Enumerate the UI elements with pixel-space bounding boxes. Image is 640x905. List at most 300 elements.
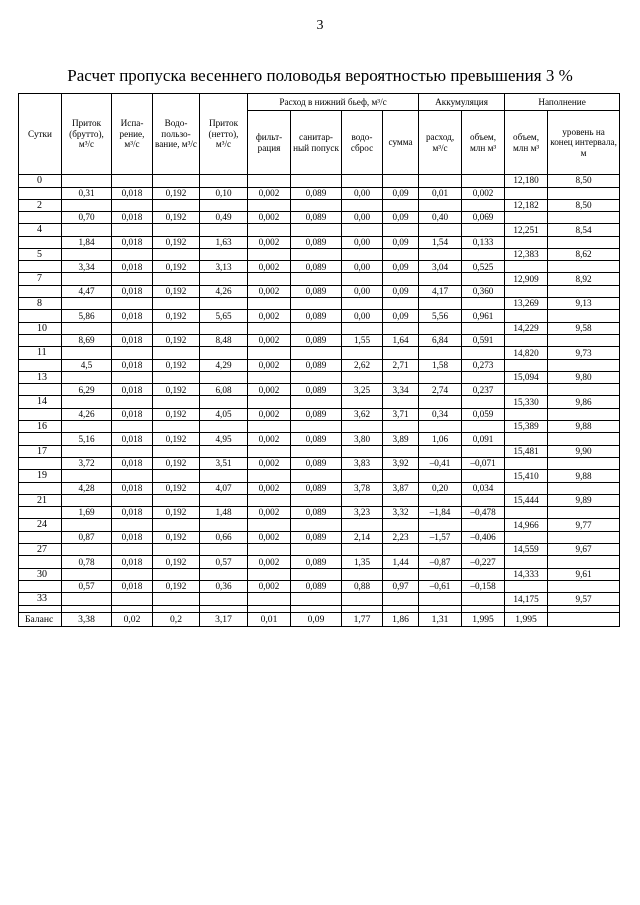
empty-cell — [200, 593, 248, 606]
empty-cell — [505, 581, 548, 593]
fill-level-cell: 9,88 — [548, 420, 620, 433]
empty-cell — [248, 175, 291, 188]
water-use-cell: 0,192 — [153, 482, 200, 494]
fill-level-cell: 9,57 — [548, 593, 620, 606]
empty-cell — [505, 310, 548, 322]
empty-cell — [19, 458, 62, 470]
spillway-cell: 0,00 — [342, 261, 383, 273]
day-cell: 10 — [19, 322, 62, 335]
page-number: 3 — [316, 18, 324, 33]
empty-cell — [548, 556, 620, 568]
empty-cell — [153, 568, 200, 581]
empty-cell — [383, 199, 419, 212]
empty-cell — [505, 384, 548, 396]
table-row — [19, 199, 620, 212]
balance-sum: 1,86 — [383, 612, 419, 626]
water-use-cell: 0,192 — [153, 310, 200, 322]
balance-evaporation: 0,02 — [112, 612, 153, 626]
empty-cell — [200, 420, 248, 433]
empty-cell — [383, 273, 419, 286]
empty-cell — [291, 445, 342, 458]
empty-cell — [291, 396, 342, 409]
day-cell: 4 — [19, 224, 62, 237]
empty-cell — [153, 543, 200, 556]
empty-cell — [419, 322, 462, 335]
header-discharge-group: Расход в нижний бьеф, м³/с — [248, 94, 419, 111]
evaporation-cell: 0,018 — [112, 212, 153, 224]
empty-cell — [153, 273, 200, 286]
table-row — [19, 261, 620, 273]
day-cell: 30 — [19, 568, 62, 581]
inflow-net-cell: 4,07 — [200, 482, 248, 494]
empty-cell — [112, 371, 153, 384]
empty-cell — [383, 494, 419, 507]
empty-cell — [383, 593, 419, 606]
fill-level-cell: 8,50 — [548, 175, 620, 188]
acc-flow-cell: 2,74 — [419, 384, 462, 396]
sanitary-cell: 0,089 — [291, 187, 342, 199]
empty-cell — [19, 310, 62, 322]
empty-cell — [462, 248, 505, 261]
spillway-cell: 2,62 — [342, 359, 383, 371]
sum-cell: 2,23 — [383, 531, 419, 543]
empty-cell — [291, 420, 342, 433]
sum-cell: 0,09 — [383, 310, 419, 322]
header-day: Сутки — [19, 94, 62, 175]
empty-cell — [291, 248, 342, 261]
balance-sanitary: 0,09 — [291, 612, 342, 626]
empty-cell — [462, 568, 505, 581]
empty-cell — [548, 507, 620, 519]
inflow-gross-cell: 4,47 — [62, 285, 112, 297]
empty-cell — [19, 261, 62, 273]
inflow-net-cell: 4,95 — [200, 433, 248, 445]
flood-calculation-table — [18, 93, 620, 627]
empty-cell — [342, 420, 383, 433]
empty-cell — [62, 297, 112, 310]
spillway-cell: 3,23 — [342, 507, 383, 519]
evaporation-cell: 0,018 — [112, 507, 153, 519]
water-use-cell: 0,192 — [153, 433, 200, 445]
sum-cell: 3,34 — [383, 384, 419, 396]
inflow-gross-cell: 4,5 — [62, 359, 112, 371]
empty-cell — [153, 199, 200, 212]
day-cell: 19 — [19, 470, 62, 483]
acc-volume-cell: 0,002 — [462, 187, 505, 199]
empty-cell — [200, 248, 248, 261]
empty-cell — [419, 248, 462, 261]
empty-cell — [342, 470, 383, 483]
empty-cell — [112, 445, 153, 458]
day-cell: 2 — [19, 199, 62, 212]
water-use-cell: 0,192 — [153, 212, 200, 224]
acc-volume-cell: 0,237 — [462, 384, 505, 396]
evaporation-cell: 0,018 — [112, 482, 153, 494]
inflow-gross-cell: 5,86 — [62, 310, 112, 322]
header-evaporation: Испа-рение, м³/с — [112, 94, 153, 175]
empty-cell — [19, 285, 62, 297]
empty-cell — [62, 347, 112, 360]
sanitary-cell: 0,089 — [291, 458, 342, 470]
empty-cell — [462, 445, 505, 458]
empty-cell — [342, 568, 383, 581]
acc-volume-cell: 0,961 — [462, 310, 505, 322]
acc-flow-cell: 0,20 — [419, 482, 462, 494]
empty-cell — [112, 224, 153, 237]
table-row — [19, 359, 620, 371]
empty-cell — [200, 494, 248, 507]
acc-flow-cell: –0,61 — [419, 581, 462, 593]
empty-cell — [112, 420, 153, 433]
acc-volume-cell: 0,059 — [462, 408, 505, 420]
table-row — [19, 187, 620, 199]
balance-acc-flow: 1,31 — [419, 612, 462, 626]
empty-cell — [248, 445, 291, 458]
empty-cell — [462, 175, 505, 188]
empty-cell — [248, 322, 291, 335]
balance-inflow-gross: 3,38 — [62, 612, 112, 626]
empty-cell — [548, 310, 620, 322]
sanitary-cell: 0,089 — [291, 359, 342, 371]
table-row — [19, 556, 620, 568]
empty-cell — [419, 543, 462, 556]
empty-cell — [112, 543, 153, 556]
empty-cell — [248, 519, 291, 532]
filtration-cell: 0,002 — [248, 236, 291, 248]
empty-cell — [419, 593, 462, 606]
acc-flow-cell: 0,01 — [419, 187, 462, 199]
sanitary-cell: 0,089 — [291, 482, 342, 494]
header-sum: сумма — [383, 111, 419, 175]
sanitary-cell: 0,089 — [291, 433, 342, 445]
table-row — [19, 433, 620, 445]
fill-level-cell: 9,73 — [548, 347, 620, 360]
acc-volume-cell: –0,406 — [462, 531, 505, 543]
fill-volume-cell: 13,269 — [505, 297, 548, 310]
balance-fill-volume: 1,995 — [505, 612, 548, 626]
empty-cell — [291, 175, 342, 188]
empty-cell — [62, 470, 112, 483]
header-inflow-net: Приток (нетто), м³/с — [200, 94, 248, 175]
table-row — [19, 335, 620, 347]
empty-cell — [548, 581, 620, 593]
table-row — [19, 593, 620, 606]
empty-cell — [419, 568, 462, 581]
acc-volume-cell: 0,069 — [462, 212, 505, 224]
empty-cell — [462, 470, 505, 483]
empty-cell — [342, 273, 383, 286]
empty-cell — [200, 519, 248, 532]
empty-cell — [19, 187, 62, 199]
empty-cell — [112, 199, 153, 212]
table-row — [19, 273, 620, 286]
empty-cell — [342, 396, 383, 409]
empty-cell — [112, 568, 153, 581]
empty-cell — [153, 519, 200, 532]
day-cell: 7 — [19, 273, 62, 286]
empty-cell — [112, 605, 153, 612]
acc-volume-cell: 0,360 — [462, 285, 505, 297]
empty-cell — [505, 605, 548, 612]
table-row — [19, 297, 620, 310]
inflow-gross-cell: 0,78 — [62, 556, 112, 568]
table-row — [19, 519, 620, 532]
empty-cell — [62, 371, 112, 384]
empty-cell — [112, 519, 153, 532]
sanitary-cell: 0,089 — [291, 556, 342, 568]
table-row — [19, 322, 620, 335]
filtration-cell: 0,002 — [248, 507, 291, 519]
empty-cell — [548, 285, 620, 297]
inflow-net-cell: 3,13 — [200, 261, 248, 273]
fill-volume-cell: 15,444 — [505, 494, 548, 507]
fill-level-cell: 9,67 — [548, 543, 620, 556]
empty-cell — [248, 199, 291, 212]
inflow-gross-cell: 6,29 — [62, 384, 112, 396]
sum-cell: 0,97 — [383, 581, 419, 593]
fill-level-cell: 9,80 — [548, 371, 620, 384]
empty-cell — [248, 568, 291, 581]
empty-cell — [505, 212, 548, 224]
filtration-cell: 0,002 — [248, 384, 291, 396]
sum-cell: 3,71 — [383, 408, 419, 420]
empty-cell — [291, 470, 342, 483]
fill-volume-cell: 12,180 — [505, 175, 548, 188]
day-cell: 16 — [19, 420, 62, 433]
fill-volume-cell: 14,966 — [505, 519, 548, 532]
acc-flow-cell: 1,06 — [419, 433, 462, 445]
empty-cell — [62, 605, 112, 612]
empty-cell — [153, 396, 200, 409]
day-cell: 5 — [19, 248, 62, 261]
fill-volume-cell: 14,559 — [505, 543, 548, 556]
water-use-cell: 0,192 — [153, 408, 200, 420]
water-use-cell: 0,192 — [153, 285, 200, 297]
evaporation-cell: 0,018 — [112, 556, 153, 568]
empty-cell — [19, 482, 62, 494]
empty-cell — [419, 175, 462, 188]
day-cell: 0 — [19, 175, 62, 188]
empty-cell — [548, 384, 620, 396]
empty-cell — [112, 297, 153, 310]
table-row — [19, 236, 620, 248]
acc-flow-cell: 1,58 — [419, 359, 462, 371]
empty-cell — [200, 322, 248, 335]
empty-cell — [383, 297, 419, 310]
fill-level-cell: 8,54 — [548, 224, 620, 237]
fill-volume-cell: 12,383 — [505, 248, 548, 261]
empty-cell — [383, 371, 419, 384]
empty-cell — [62, 420, 112, 433]
empty-cell — [419, 224, 462, 237]
spillway-cell: 3,80 — [342, 433, 383, 445]
fill-level-cell: 9,89 — [548, 494, 620, 507]
water-use-cell: 0,192 — [153, 458, 200, 470]
fill-volume-cell: 15,330 — [505, 396, 548, 409]
day-cell: 8 — [19, 297, 62, 310]
fill-volume-cell: 15,389 — [505, 420, 548, 433]
empty-cell — [200, 297, 248, 310]
evaporation-cell: 0,018 — [112, 458, 153, 470]
table-row — [19, 581, 620, 593]
spillway-cell: 0,00 — [342, 236, 383, 248]
filtration-cell: 0,002 — [248, 359, 291, 371]
empty-cell — [342, 199, 383, 212]
empty-cell — [200, 543, 248, 556]
header-water-use: Водо-пользо-вание, м³/с — [153, 94, 200, 175]
empty-cell — [419, 396, 462, 409]
empty-cell — [462, 371, 505, 384]
empty-cell — [505, 433, 548, 445]
page-title: Расчет пропуска весеннего половодья вероятностью превышения 3 % — [67, 66, 573, 85]
sanitary-cell: 0,089 — [291, 261, 342, 273]
inflow-gross-cell: 0,87 — [62, 531, 112, 543]
filtration-cell: 0,002 — [248, 212, 291, 224]
water-use-cell: 0,192 — [153, 384, 200, 396]
empty-cell — [419, 470, 462, 483]
spillway-cell: 0,00 — [342, 212, 383, 224]
empty-cell — [548, 433, 620, 445]
empty-cell — [19, 384, 62, 396]
inflow-net-cell: 0,10 — [200, 187, 248, 199]
fill-volume-cell: 12,182 — [505, 199, 548, 212]
empty-cell — [505, 236, 548, 248]
inflow-net-cell: 4,05 — [200, 408, 248, 420]
evaporation-cell: 0,018 — [112, 359, 153, 371]
acc-volume-cell: 0,034 — [462, 482, 505, 494]
empty-cell — [291, 519, 342, 532]
inflow-gross-cell: 5,16 — [62, 433, 112, 445]
empty-cell — [62, 593, 112, 606]
empty-cell — [462, 322, 505, 335]
empty-cell — [548, 605, 620, 612]
inflow-gross-cell: 3,72 — [62, 458, 112, 470]
inflow-net-cell: 4,29 — [200, 359, 248, 371]
inflow-gross-cell: 1,69 — [62, 507, 112, 519]
fill-level-cell: 9,58 — [548, 322, 620, 335]
sanitary-cell: 0,089 — [291, 212, 342, 224]
empty-cell — [153, 420, 200, 433]
empty-cell — [548, 531, 620, 543]
empty-cell — [200, 568, 248, 581]
empty-cell — [248, 371, 291, 384]
spillway-cell: 3,83 — [342, 458, 383, 470]
empty-cell — [291, 273, 342, 286]
empty-cell — [112, 248, 153, 261]
table-row — [19, 494, 620, 507]
empty-cell — [462, 396, 505, 409]
empty-cell — [342, 248, 383, 261]
inflow-net-cell: 0,57 — [200, 556, 248, 568]
filtration-cell: 0,002 — [248, 408, 291, 420]
filtration-cell: 0,002 — [248, 581, 291, 593]
empty-cell — [383, 470, 419, 483]
acc-flow-cell: 5,56 — [419, 310, 462, 322]
empty-cell — [505, 187, 548, 199]
acc-volume-cell: 0,273 — [462, 359, 505, 371]
inflow-gross-cell: 8,69 — [62, 335, 112, 347]
acc-volume-cell: –0,158 — [462, 581, 505, 593]
fill-level-cell: 9,61 — [548, 568, 620, 581]
empty-cell — [462, 494, 505, 507]
acc-volume-cell: 0,591 — [462, 335, 505, 347]
sum-cell: 3,32 — [383, 507, 419, 519]
empty-cell — [19, 212, 62, 224]
table-row — [19, 420, 620, 433]
sanitary-cell: 0,089 — [291, 507, 342, 519]
empty-cell — [248, 273, 291, 286]
sum-cell: 1,64 — [383, 335, 419, 347]
table-row — [19, 458, 620, 470]
empty-cell — [383, 605, 419, 612]
fill-volume-cell: 14,229 — [505, 322, 548, 335]
empty-cell — [248, 396, 291, 409]
empty-cell — [383, 543, 419, 556]
empty-cell — [291, 347, 342, 360]
empty-cell — [342, 593, 383, 606]
day-cell: 27 — [19, 543, 62, 556]
inflow-gross-cell: 3,34 — [62, 261, 112, 273]
acc-flow-cell: 3,04 — [419, 261, 462, 273]
empty-cell — [462, 605, 505, 612]
spillway-cell: 3,78 — [342, 482, 383, 494]
sanitary-cell: 0,089 — [291, 285, 342, 297]
water-use-cell: 0,192 — [153, 507, 200, 519]
empty-cell — [342, 371, 383, 384]
empty-cell — [62, 248, 112, 261]
spillway-cell: 1,55 — [342, 335, 383, 347]
table-row — [19, 175, 620, 188]
header-fill-level: уровень на конец интервала, м — [548, 111, 620, 175]
evaporation-cell: 0,018 — [112, 408, 153, 420]
spillway-cell: 1,35 — [342, 556, 383, 568]
water-use-cell: 0,192 — [153, 556, 200, 568]
fill-level-cell: 9,77 — [548, 519, 620, 532]
evaporation-cell: 0,018 — [112, 285, 153, 297]
header-inflow-gross: Приток (брутто), м³/с — [62, 94, 112, 175]
evaporation-cell: 0,018 — [112, 581, 153, 593]
fill-volume-cell: 14,820 — [505, 347, 548, 360]
balance-water-use: 0,2 — [153, 612, 200, 626]
acc-flow-cell: 6,84 — [419, 335, 462, 347]
empty-cell — [462, 519, 505, 532]
empty-cell — [248, 605, 291, 612]
sum-cell: 0,09 — [383, 285, 419, 297]
empty-cell — [248, 470, 291, 483]
table-row — [19, 285, 620, 297]
water-use-cell: 0,192 — [153, 261, 200, 273]
evaporation-cell: 0,018 — [112, 187, 153, 199]
evaporation-cell: 0,018 — [112, 335, 153, 347]
sum-cell: 1,44 — [383, 556, 419, 568]
acc-flow-cell: –0,41 — [419, 458, 462, 470]
empty-cell — [112, 175, 153, 188]
empty-cell — [112, 396, 153, 409]
empty-cell — [462, 593, 505, 606]
acc-flow-cell: –1,84 — [419, 507, 462, 519]
filtration-cell: 0,002 — [248, 458, 291, 470]
empty-cell — [19, 556, 62, 568]
inflow-net-cell: 0,66 — [200, 531, 248, 543]
sum-cell: 0,09 — [383, 212, 419, 224]
empty-cell — [419, 199, 462, 212]
sum-cell: 2,71 — [383, 359, 419, 371]
table-body — [19, 175, 620, 627]
header-sanitary: санитар-ный попуск — [291, 111, 342, 175]
sanitary-cell: 0,089 — [291, 384, 342, 396]
inflow-gross-cell: 0,57 — [62, 581, 112, 593]
empty-cell — [153, 470, 200, 483]
